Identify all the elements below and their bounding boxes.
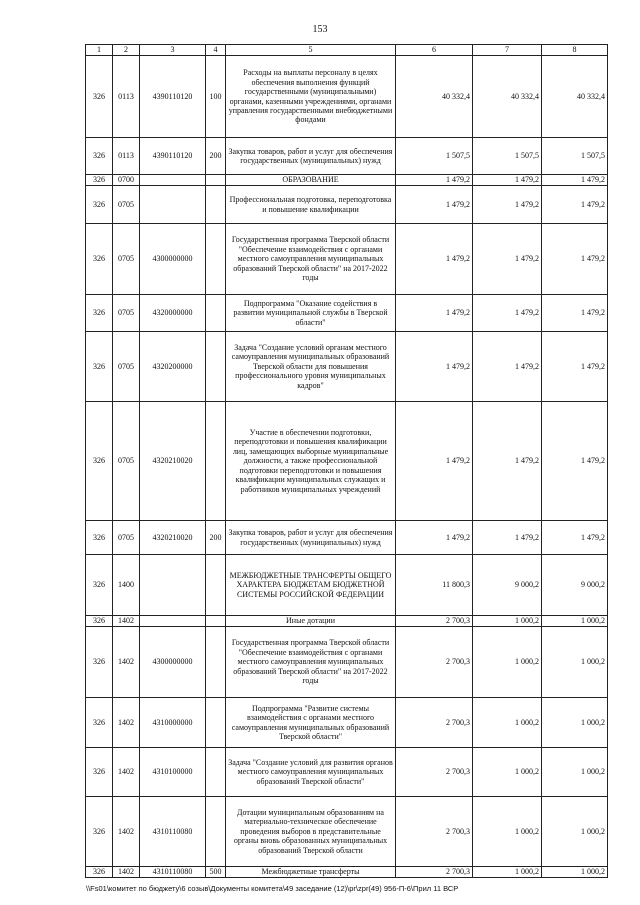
header-cell: 8 [542, 45, 608, 56]
cell-value-year3: 1 479,2 [542, 332, 608, 402]
table-row [86, 555, 608, 616]
cell-target-article: 4310110080 [140, 797, 206, 867]
cell-description: Иные дотации [226, 616, 396, 627]
cell-value-year3: 1 000,2 [542, 627, 608, 698]
table-row [86, 616, 608, 627]
cell-admin-code: 326 [86, 521, 113, 555]
cell-value-year3: 1 479,2 [542, 224, 608, 295]
cell-value-year3: 1 000,2 [542, 867, 608, 878]
cell-admin-code: 326 [86, 186, 113, 224]
cell-target-article [140, 555, 206, 616]
table-row [86, 797, 608, 867]
cell-description: Расходы на выплаты персоналу в целях обеспечения выполнения функций государственными (муниципальными) органами, казенными учреждениями, органами управления государственными внебюджетными фондами [226, 56, 396, 138]
cell-value-year1: 1 479,2 [396, 224, 473, 295]
cell-admin-code: 326 [86, 867, 113, 878]
cell-expense-type [206, 295, 226, 332]
table-row [86, 698, 608, 748]
cell-expense-type: 200 [206, 521, 226, 555]
cell-target-article: 4310110080 [140, 867, 206, 878]
cell-value-year1: 2 700,3 [396, 627, 473, 698]
header-cell: 6 [396, 45, 473, 56]
table-row [86, 867, 608, 878]
cell-value-year3: 1 479,2 [542, 295, 608, 332]
cell-target-article: 4310100000 [140, 748, 206, 797]
cell-admin-code: 326 [86, 555, 113, 616]
cell-value-year2: 1 000,2 [473, 616, 542, 627]
cell-admin-code: 326 [86, 175, 113, 186]
cell-value-year2: 1 000,2 [473, 748, 542, 797]
cell-section-code: 0705 [113, 332, 140, 402]
table-row [86, 332, 608, 402]
cell-target-article: 4300000000 [140, 224, 206, 295]
cell-value-year2: 40 332,4 [473, 56, 542, 138]
cell-value-year3: 9 000,2 [542, 555, 608, 616]
cell-value-year3: 1 000,2 [542, 748, 608, 797]
cell-admin-code: 326 [86, 402, 113, 521]
cell-value-year3: 1 000,2 [542, 698, 608, 748]
cell-value-year3: 1 479,2 [542, 521, 608, 555]
cell-section-code: 1402 [113, 797, 140, 867]
cell-value-year2: 9 000,2 [473, 555, 542, 616]
cell-target-article: 4320210020 [140, 521, 206, 555]
cell-value-year1: 2 700,3 [396, 748, 473, 797]
cell-section-code: 0705 [113, 295, 140, 332]
cell-value-year1: 1 479,2 [396, 332, 473, 402]
cell-description: Дотации муниципальным образованиям на материально-техническое обеспечение проведения выборов в представительные органы вновь образованных муниципальных образований Тверской области [226, 797, 396, 867]
cell-value-year3: 1 000,2 [542, 797, 608, 867]
cell-value-year2: 1 479,2 [473, 295, 542, 332]
cell-description: Задача "Создание условий органам местного самоуправления муниципальных образований Тверской области для повышения профессионального уровня муниципальных кадров" [226, 332, 396, 402]
cell-expense-type [206, 402, 226, 521]
cell-value-year3: 1 479,2 [542, 402, 608, 521]
cell-section-code: 1400 [113, 555, 140, 616]
table-row [86, 521, 608, 555]
cell-admin-code: 326 [86, 797, 113, 867]
cell-admin-code: 326 [86, 56, 113, 138]
cell-description: Закупка товаров, работ и услуг для обеспечения государственных (муниципальных) нужд [226, 521, 396, 555]
cell-value-year3: 1 479,2 [542, 175, 608, 186]
cell-value-year3: 1 507,5 [542, 138, 608, 175]
cell-description: Государственная программа Тверской области "Обеспечение взаимодействия с органами местного самоуправления муниципальных образований Тверской области" на 2017-2022 годы [226, 627, 396, 698]
file-path-footer: \\Fs01\комитет по бюджету\6 созыв\Документы комитета\49 заседание (12)\pr\zpr(49) 956-П-6\Прил 11 ВСР [86, 884, 459, 893]
cell-section-code: 0705 [113, 224, 140, 295]
cell-section-code: 0700 [113, 175, 140, 186]
table-header-row [86, 45, 608, 56]
cell-expense-type [206, 748, 226, 797]
page-number: 153 [312, 24, 328, 35]
cell-expense-type [206, 332, 226, 402]
cell-description: Закупка товаров, работ и услуг для обеспечения государственных (муниципальных) нужд [226, 138, 396, 175]
cell-description: Подпрограмма "Развитие системы взаимодействия с органами местного самоуправления муниципальных образований Тверской области" [226, 698, 396, 748]
cell-value-year3: 1 479,2 [542, 186, 608, 224]
cell-value-year1: 1 479,2 [396, 295, 473, 332]
cell-section-code: 0113 [113, 56, 140, 138]
cell-section-code: 1402 [113, 748, 140, 797]
cell-admin-code: 326 [86, 627, 113, 698]
cell-value-year1: 1 479,2 [396, 521, 473, 555]
header-cell: 5 [226, 45, 396, 56]
cell-value-year2: 1 479,2 [473, 402, 542, 521]
cell-description: МЕЖБЮДЖЕТНЫЕ ТРАНСФЕРТЫ ОБЩЕГО ХАРАКТЕРА БЮДЖЕТАМ БЮДЖЕТНОЙ СИСТЕМЫ РОССИЙСКОЙ ФЕДЕРАЦИИ [226, 555, 396, 616]
header-cell: 3 [140, 45, 206, 56]
cell-section-code: 0705 [113, 521, 140, 555]
cell-value-year1: 11 800,3 [396, 555, 473, 616]
cell-value-year2: 1 479,2 [473, 521, 542, 555]
cell-admin-code: 326 [86, 138, 113, 175]
cell-value-year2: 1 000,2 [473, 867, 542, 878]
table-row [86, 56, 608, 138]
cell-value-year2: 1 000,2 [473, 698, 542, 748]
cell-expense-type [206, 797, 226, 867]
cell-section-code: 1402 [113, 627, 140, 698]
cell-target-article: 4320200000 [140, 332, 206, 402]
cell-expense-type: 200 [206, 138, 226, 175]
cell-value-year2: 1 000,2 [473, 627, 542, 698]
cell-value-year1: 40 332,4 [396, 56, 473, 138]
cell-expense-type [206, 186, 226, 224]
cell-value-year1: 1 479,2 [396, 175, 473, 186]
cell-expense-type [206, 616, 226, 627]
cell-value-year3: 40 332,4 [542, 56, 608, 138]
cell-description: Государственная программа Тверской области "Обеспечение взаимодействия с органами местного самоуправления муниципальных образований Тверской области" на 2017-2022 годы [226, 224, 396, 295]
cell-expense-type [206, 175, 226, 186]
header-cell: 4 [206, 45, 226, 56]
cell-expense-type [206, 555, 226, 616]
budget-table [85, 44, 608, 878]
cell-value-year1: 1 507,5 [396, 138, 473, 175]
cell-section-code: 0113 [113, 138, 140, 175]
cell-admin-code: 326 [86, 224, 113, 295]
cell-admin-code: 326 [86, 748, 113, 797]
cell-expense-type: 500 [206, 867, 226, 878]
cell-admin-code: 326 [86, 616, 113, 627]
table-row [86, 186, 608, 224]
cell-value-year1: 1 479,2 [396, 402, 473, 521]
cell-description: Участие в обеспечении подготовки, переподготовки и повышения квалификации лиц, замещающих выборные муниципальные должности, а также профессиональной подготовки переподготовки и повышения квалификации муниципальных служащих и работников муниципальных учреждений [226, 402, 396, 521]
table-row [86, 175, 608, 186]
header-cell: 7 [473, 45, 542, 56]
cell-description: Задача "Создание условий для развития органов местного самоуправления муниципальных образований Тверской области" [226, 748, 396, 797]
header-cell: 2 [113, 45, 140, 56]
table-row [86, 138, 608, 175]
cell-value-year1: 2 700,3 [396, 698, 473, 748]
cell-value-year1: 2 700,3 [396, 616, 473, 627]
cell-target-article: 4310000000 [140, 698, 206, 748]
cell-description: Подпрограмма "Оказание содействия в развитии муниципальной службы в Тверской области" [226, 295, 396, 332]
cell-section-code: 1402 [113, 616, 140, 627]
cell-section-code: 1402 [113, 698, 140, 748]
cell-target-article: 4300000000 [140, 627, 206, 698]
cell-description: Межбюджетные трансферты [226, 867, 396, 878]
cell-value-year2: 1 507,5 [473, 138, 542, 175]
cell-value-year2: 1 479,2 [473, 186, 542, 224]
cell-value-year2: 1 479,2 [473, 332, 542, 402]
cell-value-year2: 1 479,2 [473, 224, 542, 295]
table-row [86, 295, 608, 332]
cell-description: Профессиональная подготовка, переподготовка и повышение квалификации [226, 186, 396, 224]
cell-admin-code: 326 [86, 295, 113, 332]
cell-value-year1: 2 700,3 [396, 797, 473, 867]
header-cell: 1 [86, 45, 113, 56]
cell-admin-code: 326 [86, 698, 113, 748]
cell-description: ОБРАЗОВАНИЕ [226, 175, 396, 186]
cell-expense-type [206, 224, 226, 295]
cell-target-article: 4320210020 [140, 402, 206, 521]
cell-target-article: 4390110120 [140, 56, 206, 138]
table-row [86, 748, 608, 797]
cell-value-year2: 1 479,2 [473, 175, 542, 186]
table-row [86, 224, 608, 295]
cell-section-code: 1402 [113, 867, 140, 878]
table-row [86, 627, 608, 698]
cell-target-article: 4390110120 [140, 138, 206, 175]
cell-value-year2: 1 000,2 [473, 797, 542, 867]
cell-section-code: 0705 [113, 402, 140, 521]
cell-section-code: 0705 [113, 186, 140, 224]
cell-value-year1: 1 479,2 [396, 186, 473, 224]
cell-value-year1: 2 700,3 [396, 867, 473, 878]
cell-target-article: 4320000000 [140, 295, 206, 332]
table-row [86, 402, 608, 521]
cell-expense-type [206, 627, 226, 698]
cell-target-article [140, 616, 206, 627]
cell-expense-type: 100 [206, 56, 226, 138]
cell-admin-code: 326 [86, 332, 113, 402]
cell-target-article [140, 186, 206, 224]
cell-target-article [140, 175, 206, 186]
cell-expense-type [206, 698, 226, 748]
cell-value-year3: 1 000,2 [542, 616, 608, 627]
